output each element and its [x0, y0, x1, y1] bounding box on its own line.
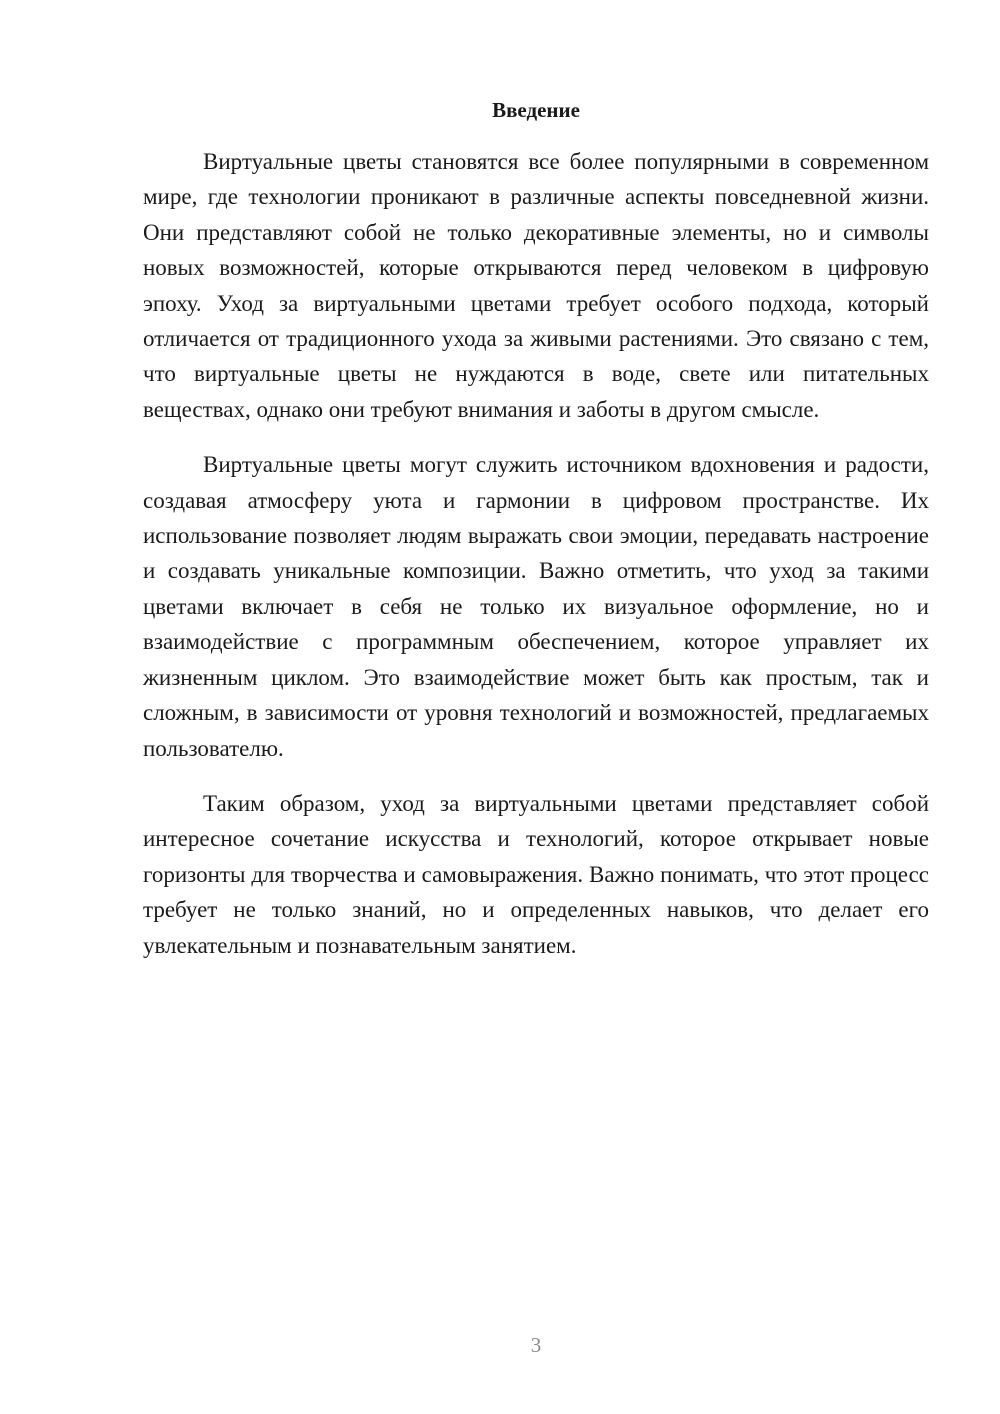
- paragraph: Виртуальные цветы могут служить источником вдохновения и радости, создавая атмосферу уюта и гармонии в цифровом пространстве. Их использование позволяет людям выражать свои эмоции, передавать настроение и создавать уникальные композиции. Важно отметить, что уход за такими цветами включает в себя не только их визуальное оформление, но и взаимодействие с программным обеспечением, которое управляет их жизненным циклом. Это взаимодействие может быть как простым, так и сложным, в зависимости от уровня технологий и возможностей, предлагаемых пользователю.: [143, 452, 929, 761]
- section-title: Введение: [492, 98, 580, 122]
- page-content: [143, 95, 929, 963]
- paragraph: Таким образом, уход за виртуальными цветами представляет собой интересное сочетание искусства и технологий, которое открывает новые горизонты для творчества и самовыражения. Важно понимать, что этот процесс требует не только знаний, но и определенных навыков, что делает его увлекательным и познавательным занятием.: [143, 790, 929, 958]
- paragraph: Виртуальные цветы становятся все более популярными в современном мире, где технологии проникают в различные аспекты повседневной жизни. Они представляют собой не только декоративные элементы, но и символы новых возможностей, которые открываются перед человеком в цифровую эпоху. Уход за виртуальными цветами требует особого подхода, который отличается от традиционного ухода за живыми растениями. Это связано с тем, что виртуальные цветы не нуждаются в воде, свете или питательных веществах, однако они требуют внимания и заботы в другом смысле.: [143, 149, 929, 422]
- page-number: 3: [530, 1333, 542, 1357]
